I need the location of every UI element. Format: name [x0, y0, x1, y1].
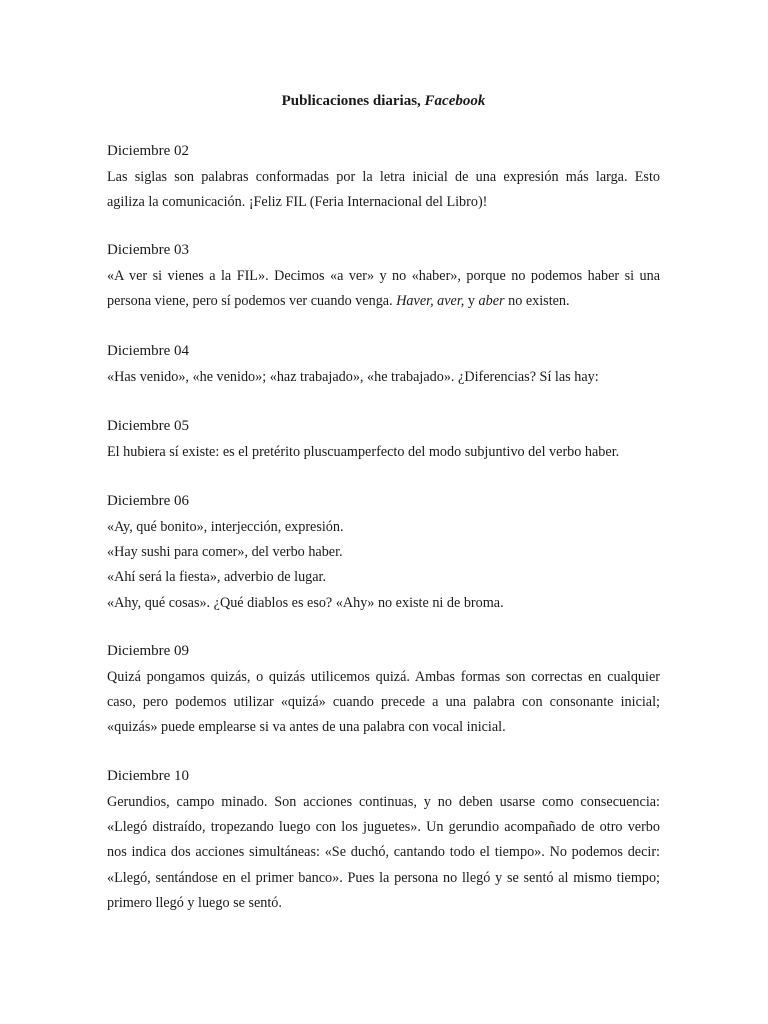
entry-body — [107, 264, 660, 314]
entry-line: Las siglas son palabras conformadas por la letra inicial de una expresión más larga. Esto — [107, 169, 660, 185]
entry-date: Diciembre 02 — [107, 143, 190, 159]
entry-line: «Ahy, qué cosas». ¿Qué diablos es eso? «Ahy» no existe ni de broma. — [107, 594, 504, 611]
entry-line — [107, 289, 660, 314]
entry-text: y — [467, 293, 475, 310]
entry-body — [107, 440, 660, 465]
entry-date: Diciembre 10 — [107, 768, 190, 784]
entry-text: persona viene, pero sí podemos ver cuando venga. — [107, 293, 393, 310]
entry-body — [107, 790, 660, 916]
document-title-italic: Facebook — [424, 93, 486, 109]
entry-body — [107, 515, 660, 616]
entry-line: «Hay sushi para comer», del verbo haber. — [107, 544, 343, 561]
entry-line: «Ahí será la fiesta», adverbio de lugar. — [107, 569, 327, 586]
entry-body — [107, 165, 660, 215]
document-page — [107, 0, 660, 1024]
entry-line: «Has venido», «he venido»; «haz trabajado», «he trabajado». ¿Diferencias? Sí las hay: — [107, 369, 599, 385]
entry-italic-text: aber — [478, 293, 505, 310]
entry-line: «A ver si vienes a la FIL». Decimos «a ver» y no «haber», porque no podemos haber si una — [107, 268, 660, 284]
entry-date: Diciembre 09 — [107, 643, 190, 659]
entry-line: nos indica dos acciones simultáneas: «Se duchó, cantando todo el tiempo». No podemos decir: — [107, 844, 660, 861]
entry-date: Diciembre 03 — [107, 242, 190, 258]
entry-date: Diciembre 04 — [107, 343, 190, 359]
entry-diciembre-10 — [107, 765, 660, 916]
entry-line: El hubiera sí existe: es el pretérito pluscuamperfecto del modo subjuntivo del verbo haber. — [107, 444, 620, 460]
entry-diciembre-06 — [107, 490, 660, 616]
entry-date: Diciembre 06 — [107, 493, 190, 509]
entry-body — [107, 365, 660, 390]
entry-body — [107, 665, 660, 741]
entry-line: «Ay, qué bonito», interjección, expresión. — [107, 519, 344, 535]
entry-diciembre-09 — [107, 640, 660, 741]
document-title-main: Publicaciones diarias, — [281, 93, 421, 109]
document-title — [107, 90, 660, 112]
entry-line: Gerundios, campo minado. Son acciones continuas, y no deben usarse como consecuencia: — [107, 794, 660, 810]
entry-line: Quizá pongamos quizás, o quizás utilicemos quizá. Ambas formas son correctas en cualquier — [107, 669, 660, 685]
entry-diciembre-05 — [107, 415, 660, 465]
entry-diciembre-04 — [107, 340, 660, 390]
entry-text: no existen. — [508, 293, 570, 310]
entry-line: agiliza la comunicación. ¡Feliz FIL (Feria Internacional del Libro)! — [107, 194, 488, 211]
entry-line: «quizás» puede emplearse si va antes de una palabra con vocal inicial. — [107, 719, 506, 736]
entry-diciembre-03 — [107, 239, 660, 314]
entry-italic-text: Haver, aver, — [396, 293, 465, 310]
entry-line: caso, pero podemos utilizar «quizá» cuando precede a una palabra con consonante inicial; — [107, 694, 660, 711]
entry-line: primero llegó y luego se sentó. — [107, 894, 282, 911]
entry-diciembre-02 — [107, 140, 660, 215]
entry-line: «Llegó, sentándose en el primer banco». Pues la persona no llegó y se sentó al mismo tiempo; — [107, 869, 660, 886]
entry-date: Diciembre 05 — [107, 418, 190, 434]
entry-line: «Llegó distraído, tropezando luego con los juguetes». Un gerundio acompañado de otro verbo — [107, 819, 660, 836]
